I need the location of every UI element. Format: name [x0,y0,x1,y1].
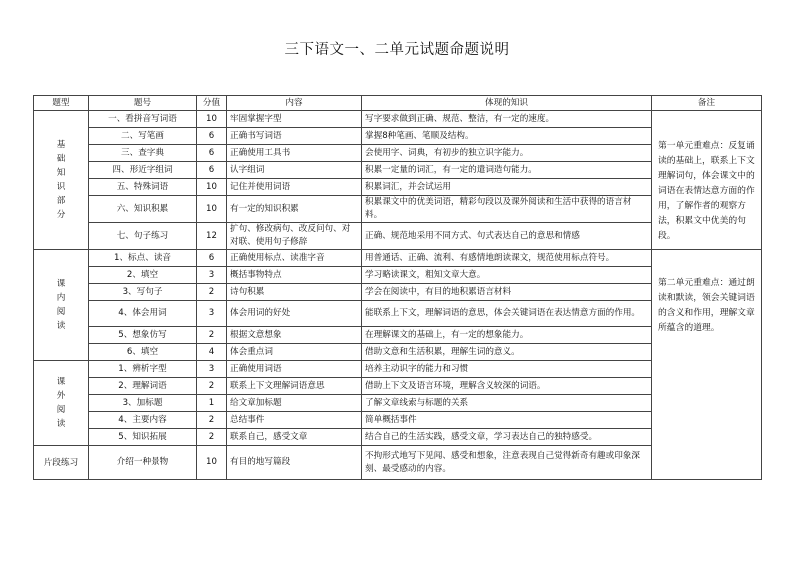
question-knowledge: 能联系上下文，理解词语的意思，体会关键词语在表达情意方面的作用。 [362,301,652,327]
header-number: 题号 [89,96,197,111]
question-score: 2 [197,412,227,429]
page-title: 三下语文一、二单元试题命题说明 [284,42,510,58]
question-score: 1 [197,395,227,412]
question-knowledge: 会使用字、词典，有初步的独立识字能力。 [362,145,652,162]
question-score: 10 [197,446,227,480]
question-content: 记住并使用词语 [227,179,362,196]
question-score: 10 [197,111,227,128]
category-char: 识 [56,182,66,192]
header-content: 内容 [227,96,362,111]
table-row [34,250,762,267]
category-char: 读 [56,321,66,331]
question-content: 扩句、修改病句、改反问句、对对联、使用句子修辞 [227,223,362,250]
question-knowledge: 正确、规范地采用不同方式、句式表达自己的意思和情感 [362,223,652,250]
category-char: 础 [56,154,66,164]
question-knowledge: 用普通话、正确、流利、有感情地朗读课文，规范使用标点符号。 [362,250,652,267]
question-knowledge: 培养主动识字的能力和习惯 [362,361,652,378]
exam-table [33,95,762,480]
category-char: 知 [56,168,66,178]
question-score: 10 [197,196,227,223]
question-knowledge: 简单概括事件 [362,412,652,429]
question-number: 五、特殊词语 [89,179,197,196]
question-score: 4 [197,344,227,361]
question-content: 联系自己，感受文章 [227,429,362,446]
question-score: 10 [197,179,227,196]
category-char: 外 [56,391,66,401]
question-number: 3、加标题 [89,395,197,412]
question-knowledge: 掌握8种笔画、笔顺及结构。 [362,128,652,145]
question-knowledge: 积累词汇，并会试运用 [362,179,652,196]
question-number: 三、查字典 [89,145,197,162]
category-char: 阅 [56,405,66,415]
table-header-row [34,96,762,111]
category-char: 课 [56,279,66,289]
question-knowledge: 结合自己的生活实践，感受文章，学习表达自己的独特感受。 [362,429,652,446]
question-number: 1、辨析字型 [89,361,197,378]
note-unit2: 第二单元重难点：通过朗读和默读，领会关键词语的含义和作用，理解文章所蕴含的道理。 [652,250,762,480]
question-content: 正确使用工具书 [227,145,362,162]
question-content: 总结事件 [227,412,362,429]
question-content: 给文章加标题 [227,395,362,412]
question-number: 二、写笔画 [89,128,197,145]
question-knowledge: 积累课文中的优美词语，精彩句段以及课外阅读和生活中获得的语言材料。 [362,196,652,223]
header-knowledge: 体现的知识 [362,96,652,111]
question-knowledge: 了解文章线索与标题的关系 [362,395,652,412]
question-number: 3、写句子 [89,284,197,301]
question-score: 6 [197,250,227,267]
question-number: 一、看拼音写词语 [89,111,197,128]
question-score: 3 [197,361,227,378]
category-char: 分 [56,210,66,220]
question-number: 2、填空 [89,267,197,284]
question-number: 5、想象仿写 [89,327,197,344]
question-score: 2 [197,429,227,446]
category-char: 阅 [56,307,66,317]
question-knowledge: 借助文意和生活积累，理解生词的意义。 [362,344,652,361]
category-char: 基 [56,140,66,150]
question-content: 概括事物特点 [227,267,362,284]
question-score: 6 [197,145,227,162]
question-content: 正确使用标点、读准字音 [227,250,362,267]
question-number: 1、标点、读音 [89,250,197,267]
question-number: 2、理解词语 [89,378,197,395]
question-content: 牢固掌握字型 [227,111,362,128]
category-char: 读 [56,419,66,429]
question-number: 七、句子练习 [89,223,197,250]
question-score: 2 [197,327,227,344]
question-content: 诗句积累 [227,284,362,301]
question-knowledge: 学会在阅读中，有目的地积累语言材料 [362,284,652,301]
question-content: 联系上下文理解词语意思 [227,378,362,395]
category-char: 部 [56,196,66,206]
question-content: 根据文意想象 [227,327,362,344]
question-number: 四、形近字组词 [89,162,197,179]
section-category [34,111,89,250]
question-content: 正确书写词语 [227,128,362,145]
question-knowledge: 借助上下文及语言环境，理解含义较深的词语。 [362,378,652,395]
question-score: 2 [197,284,227,301]
category-char: 课 [56,377,66,387]
note-unit1: 第一单元重难点：反复诵读的基础上，联系上下文理解词句，体会课文中的词语在表情达意方面的作用，了解作者的观察方法，积累文中优美的句段。 [652,111,762,250]
header-type: 题型 [34,96,89,111]
question-content: 有目的地写篇段 [227,446,362,480]
question-number: 介绍一种景物 [89,446,197,480]
question-knowledge: 不拘形式地写下见闻、感受和想象，注意表现自己觉得新奇有趣或印象深刻、最受感动的内容。 [362,446,652,480]
question-number: 4、主要内容 [89,412,197,429]
question-knowledge: 积累一定量的词汇，有一定的遣词造句能力。 [362,162,652,179]
question-number: 6、填空 [89,344,197,361]
question-score: 3 [197,301,227,327]
question-content: 体会用词的好处 [227,301,362,327]
section-category: 片段练习 [34,446,89,480]
table-row [34,111,762,128]
question-content: 体会重点词 [227,344,362,361]
question-knowledge: 在理解课文的基础上，有一定的想象能力。 [362,327,652,344]
question-number: 5、知识拓展 [89,429,197,446]
question-number: 六、知识积累 [89,196,197,223]
question-score: 12 [197,223,227,250]
question-knowledge: 写字要求做到正确、规范、整洁，有一定的速度。 [362,111,652,128]
question-number: 4、体会用词 [89,301,197,327]
header-score: 分值 [197,96,227,111]
section-category [34,250,89,361]
question-knowledge: 学习略读课文，粗知文章大意。 [362,267,652,284]
question-content: 正确使用词语 [227,361,362,378]
header-notes: 备注 [652,96,762,111]
question-content: 有一定的知识积累 [227,196,362,223]
question-score: 3 [197,267,227,284]
section-category [34,361,89,446]
question-score: 6 [197,162,227,179]
category-char: 内 [56,293,66,303]
question-score: 6 [197,128,227,145]
question-content: 认字组词 [227,162,362,179]
question-score: 2 [197,378,227,395]
